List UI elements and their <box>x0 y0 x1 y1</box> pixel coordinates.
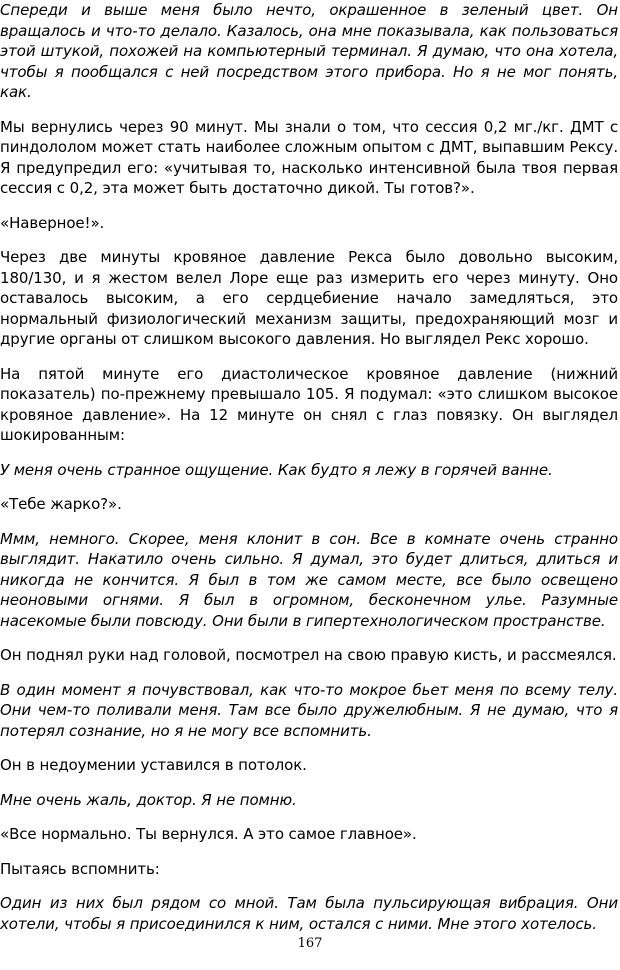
paragraph: Он в недоумении уставился в потолок. <box>0 756 307 774</box>
page-number: 167 <box>297 936 323 951</box>
paragraph: Через две минуты кровяное давление Рекса было довольно высоким, 180/130, и я жестом велел Лоре еще раз измерить его через минуту. Оно оставалось высоким, а его сердцебиение начало замедляться, это нормальный физиологический механизм защиты, предохраняющий мозг и другие органы от слишком высокого давления. Но выглядел Рекс хорошо. <box>0 248 618 348</box>
paragraph: «Все нормально. Ты вернулся. А это самое главное». <box>0 825 417 843</box>
paragraph: У меня очень странное ощущение. Как будто я лежу в горячей ванне. <box>0 460 553 479</box>
paragraph: Мне очень жаль, доктор. Я не помню. <box>0 790 297 809</box>
paragraph: Мы вернулись через 90 минут. Мы знали о том, что сессия 0,2 мг./кг. ДМТ с пиндололом может стать наиболее сложным опытом с ДМТ, выпавшим Рексу. Я предупредил его: «учитывая то, насколько интенсивной была твоя первая сессия с 0,2, эта может быть достаточно дикой. Ты готов?». <box>0 117 618 197</box>
paragraph: «Тебе жарко?». <box>0 495 122 513</box>
paragraph: «Наверное!». <box>0 213 105 232</box>
paragraph: Спереди и выше меня было нечто, окрашенное в зеленый цвет. Он вращалось и что-то делало. Казалось, она мне показывала, как пользоваться этой штукой, похожей на компьютерный терминал. Я думаю, что она хотела, чтобы я пообщался с ней посредством этого прибора. Но я не мог понять, как. <box>0 1 618 101</box>
paragraph: Ммм, немного. Скорее, меня клонит в сон. Все в комнате очень странно выглядит. Накатило очень сильно. Я думал, это будет длиться, длиться и никогда не кончится. Я был в том же самом месте, все было освещено неоновыми огнями. Я был в огромном, бесконечном улье. Разумные насекомые были повсюду. Они были в гипертехнологическом пространстве. <box>0 529 618 630</box>
paragraph: Пытаясь вспомнить: <box>0 859 160 878</box>
paragraph: В один момент я почувствовал, как что-то мокрое бьет меня по всему телу. Они чем-то поливали меня. Там все было дружелюбным. Я не думаю, что я потерял сознание, но я не могу все вспомнить. <box>0 680 618 740</box>
paragraph: Он поднял руки над головой, посмотрел на свою правую кисть, и рассмеялся. <box>0 646 617 664</box>
paragraph: Один из них был рядом со мной. Там была пульсирующая вибрация. Они хотели, чтобы я присоединился к ним, остался с ними. Мне этого хотелось. <box>0 894 618 933</box>
paragraph: На пятой минуте его диастолическое кровяное давление (нижний показатель) по-прежнему превышало 105. Я подумал: «это слишком высокое кровяное давление». На 12 минуте он снял с глаз повязку. Он выглядел шокированным: <box>0 364 618 444</box>
